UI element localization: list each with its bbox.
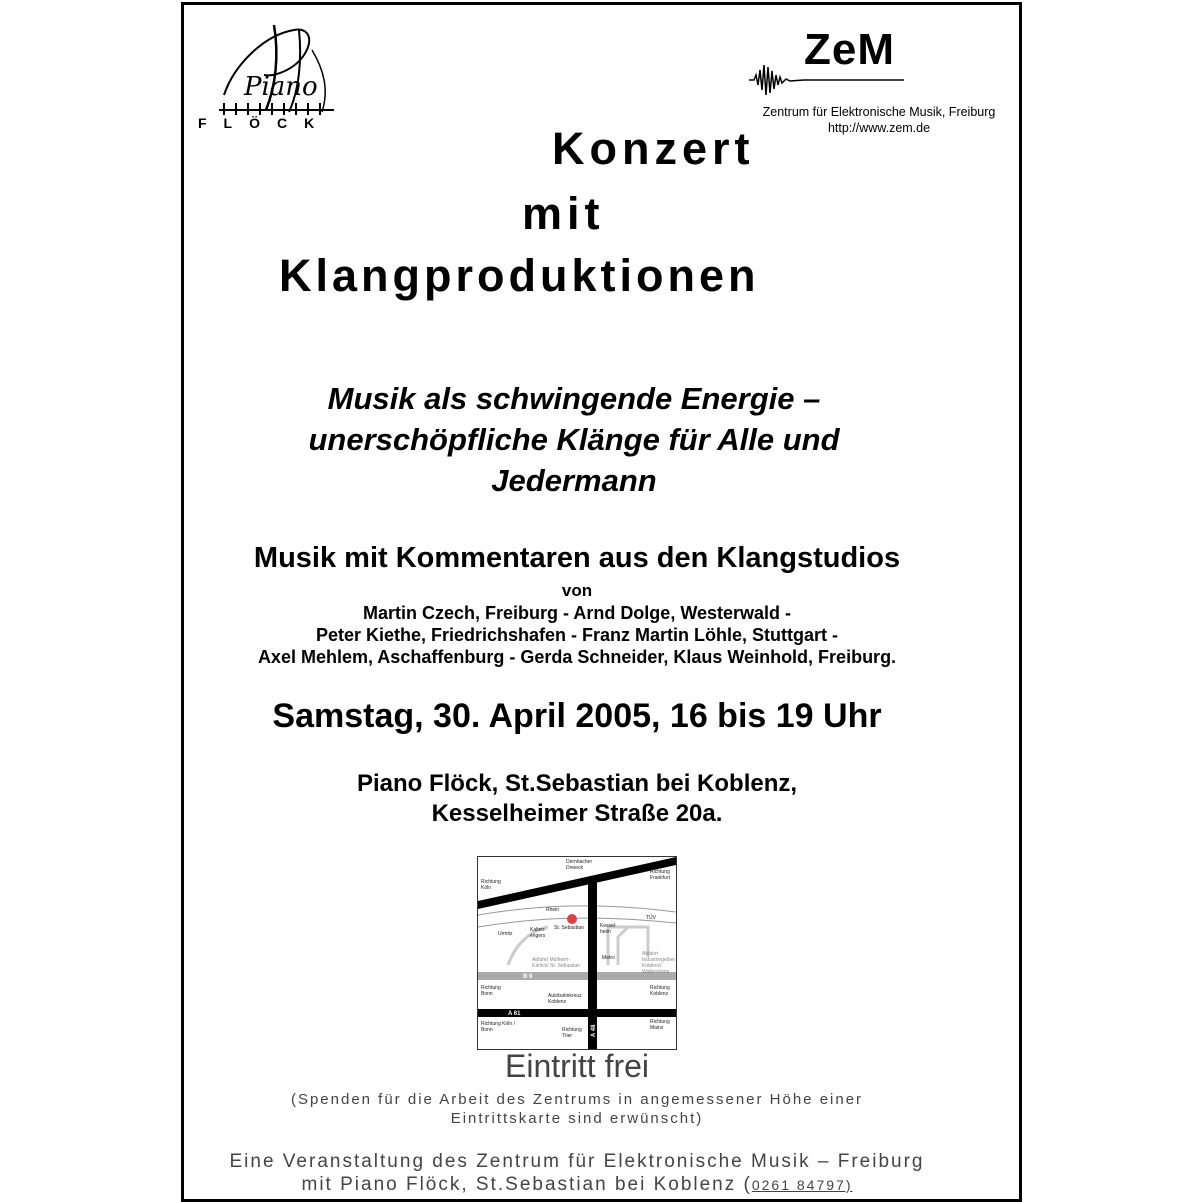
map-label: Richtung Köln	[481, 879, 501, 891]
road-a48	[588, 877, 597, 1049]
map-label: Richtung Mainz	[650, 1019, 670, 1031]
admission-note	[184, 1090, 970, 1128]
program-von: von	[561, 581, 593, 600]
piano-floeck-word: FLÖCK	[198, 115, 332, 131]
map-label: Dernbacher Dreieck	[566, 859, 593, 871]
admission-title: Eintritt frei	[504, 1048, 650, 1084]
title-line-3: Klangproduktionen	[279, 250, 760, 301]
title-line-2: mit	[522, 188, 605, 239]
subtitle-line: Jedermann	[491, 463, 657, 498]
map-label: Rhein	[546, 907, 560, 913]
footer-line-text: mit Piano Flöck, St.Sebastian bei Koblenz (	[301, 1174, 752, 1195]
footer	[184, 1150, 970, 1197]
zem-word: ZeM	[804, 25, 895, 74]
subtitle-line: Musik als schwingende Energie –	[327, 381, 821, 416]
artist-line: Peter Kiethe, Friedrichshafen - Franz Martin Löhle, Stuttgart -	[315, 625, 839, 645]
title-line-1: Konzert	[552, 123, 755, 174]
map-label: Richtung Köln / Bonn	[481, 1021, 515, 1033]
venue-line: Kesselheimer Straße 20a.	[431, 800, 723, 827]
svg-text:B 9: B 9	[523, 974, 533, 980]
admission-note-line: Eintrittskarte sind erwünscht)	[450, 1110, 704, 1127]
footer-line	[184, 1173, 970, 1197]
event-date: Samstag, 30. April 2005, 16 bis 19 Uhr	[272, 697, 882, 735]
subtitle-line: unerschöpfliche Klänge für Alle und	[308, 422, 840, 457]
zem-subtitle: Zentrum für Elektronische Musik, Freiburg	[762, 105, 996, 119]
map-label: Autobahnkreuz Koblenz	[548, 993, 582, 1005]
map-label: Richtung Bonn	[481, 985, 501, 997]
venue	[184, 769, 970, 829]
map-label: Urmitz	[498, 931, 513, 937]
svg-text:A 61: A 61	[508, 1011, 521, 1017]
svg-text:A 48: A 48	[591, 1024, 597, 1037]
map-label: Richtung Frankfurt	[650, 869, 671, 881]
svg-text:Piano: Piano	[244, 72, 318, 102]
phone-number[interactable]: 0261 84797)	[751, 1177, 853, 1193]
admission-note-line: (Spenden für die Arbeit des Zentrums in angemessener Höhe einer	[290, 1091, 864, 1108]
map-label: Abfahrt Industriegebiet Koblenz/ Wallersheim	[642, 951, 675, 975]
directions-map	[477, 856, 677, 1050]
map-label: Metro	[602, 955, 615, 961]
map-label: Kessel- heim	[600, 923, 617, 935]
artist-line: Martin Czech, Freiburg - Arnd Dolge, Westerwald -	[362, 603, 792, 623]
artist-list	[184, 602, 970, 668]
footer-line: Eine Veranstaltung des Zentrum für Elektronische Musik – Freiburg	[229, 1151, 925, 1172]
zem-logo	[744, 25, 914, 100]
svg-text:A 3: A 3	[517, 885, 528, 893]
location-marker-icon	[567, 914, 577, 924]
zem-url[interactable]: http://www.zem.de	[827, 121, 931, 135]
map-label: Kalten- engers	[530, 927, 546, 939]
map-label: TÜV	[646, 915, 656, 921]
program-heading: Musik mit Kommentaren aus den Klangstudios	[253, 542, 901, 574]
map-label: Richtung Trier	[562, 1027, 582, 1039]
subtitle	[224, 378, 924, 501]
venue-line: Piano Flöck, St.Sebastian bei Koblenz,	[356, 770, 798, 797]
poster	[181, 2, 1022, 1202]
rhein-river	[478, 906, 676, 915]
map-label: Abfahrt Mülheim-Kärlich/ St. Sebastian	[532, 957, 580, 969]
map-label: St. Sebastian	[554, 925, 584, 931]
artist-line: Axel Mehlem, Aschaffenburg - Gerda Schneider, Klaus Weinhold, Freiburg.	[257, 647, 897, 667]
map-label: Richtung Koblenz	[650, 985, 670, 997]
